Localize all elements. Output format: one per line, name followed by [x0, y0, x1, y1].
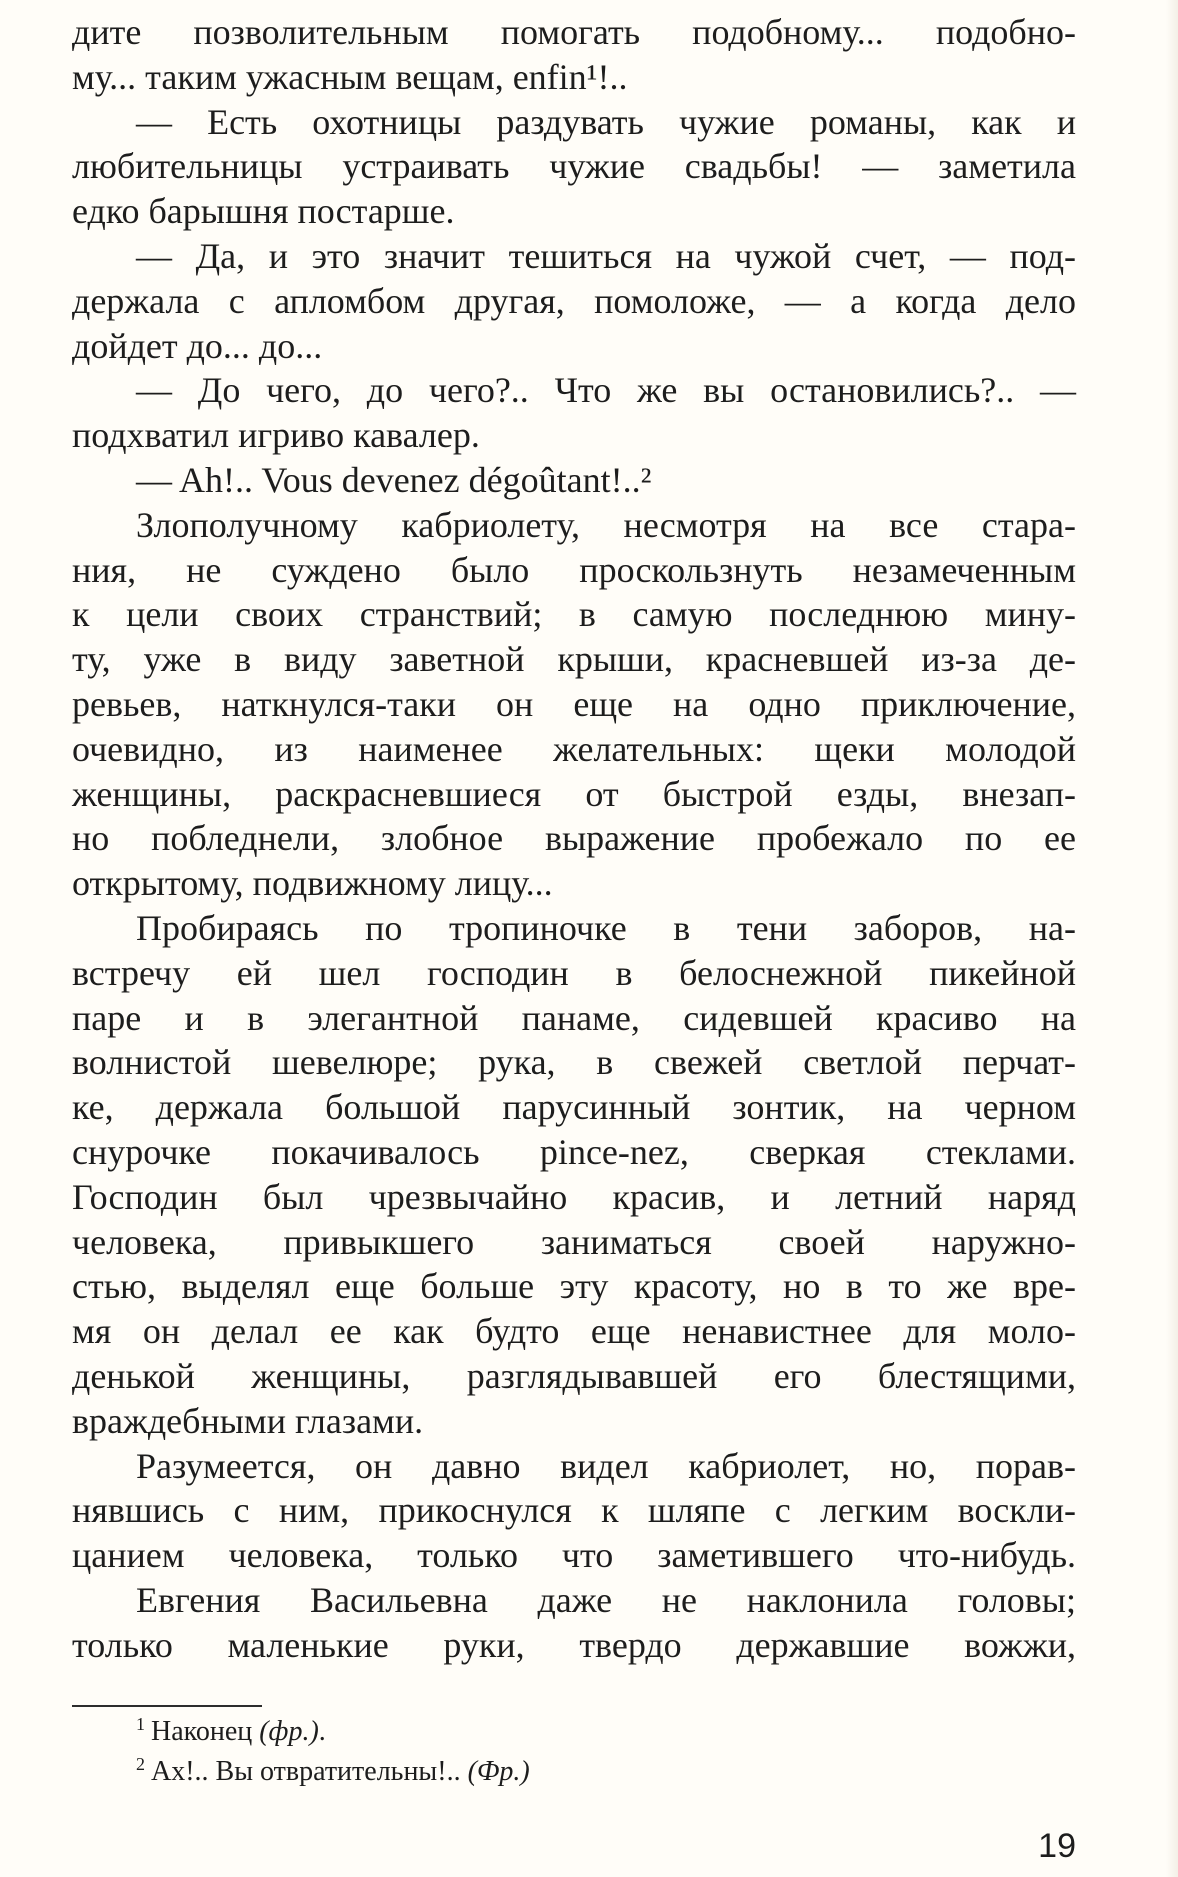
footnote-1: [136, 1712, 836, 1752]
text-line: ревьев, наткнулся-таки он еще на одно приключение,: [72, 683, 1076, 724]
text-line: враждебными глазами.: [72, 1400, 424, 1441]
text-line: очевидно, из наименее желательных: щеки молодой: [72, 728, 1076, 769]
footnote-number: 1: [136, 1714, 145, 1734]
text-line: едко барышня постарше.: [72, 191, 455, 232]
text-line: Евгения Васильевна даже не наклонила головы;: [136, 1579, 1076, 1620]
text-line: — Есть охотницы раздувать чужие романы, как и: [136, 101, 1076, 142]
footnote-text: Ах!.. Вы отвратительны!..: [151, 1756, 468, 1787]
text-line: женщины, раскрасневшиеся от быстрой езды, внезап-: [72, 773, 1076, 814]
footnote-divider: [72, 1705, 262, 1707]
text-line: ту, уже в виду заветной крыши, красневшей из-за де-: [72, 639, 1076, 680]
footnote-end: .: [318, 1716, 326, 1747]
text-line: только маленькие руки, твердо державшие вожжи,: [72, 1624, 1076, 1665]
text-line: Разумеется, он давно видел кабриолет, но, порав-: [136, 1445, 1076, 1486]
text-line: дойдет до... до...: [72, 325, 323, 366]
text-line: дите позволительным помогать подобному... подобно-: [72, 12, 1076, 52]
page-number: 19: [1038, 1827, 1076, 1865]
text-line: денькой женщины, разглядывавшей его блестящими,: [72, 1355, 1076, 1396]
text-line: стью, выделял еще больше эту красоту, но в то же вре-: [72, 1266, 1076, 1307]
text-line: подхватил игриво кавалер.: [72, 415, 480, 456]
text-line: мя он делал ее как будто еще ненавистнее для моло-: [72, 1311, 1076, 1352]
text-line: ке, держала большой парусинный зонтик, на черном: [72, 1087, 1076, 1128]
text-line: волнистой шевелюре; рука, в свежей светлой перчат-: [72, 1042, 1076, 1083]
text-line: снурочке покачивалось pince-nez, сверкая стеклами.: [72, 1131, 1076, 1172]
text-line: Господин был чрезвычайно красив, и летний наряд: [72, 1176, 1076, 1217]
text-line: человека, привыкшего заниматься своей наружно-: [72, 1221, 1076, 1262]
text-line: держала с апломбом другая, помоложе, — а когда дело: [72, 280, 1076, 321]
footnote-text: Наконец: [151, 1716, 260, 1747]
footnotes: [136, 1712, 836, 1792]
text-line: цанием человека, только что заметившего что-нибудь.: [72, 1535, 1076, 1576]
text-line: ния, не суждено было проскользнуть незамеченным: [72, 549, 1076, 590]
footnote-language-note: (Фр.): [467, 1756, 530, 1787]
footnote-language-note: (фр.): [259, 1716, 319, 1747]
text-line: — До чего, до чего?.. Что же вы остановились?.. —: [136, 370, 1076, 411]
text-line: но побледнели, злобное выражение пробежало по ее: [72, 818, 1076, 859]
text-line: встречу ей шел господин в белоснежной пикейной: [72, 952, 1076, 993]
footnote-number: 2: [136, 1754, 145, 1774]
text-line: к цели своих странствий; в самую последнюю мину-: [72, 594, 1076, 635]
body-text: [72, 10, 1076, 1667]
text-line: открытому, подвижному лицу...: [72, 863, 553, 904]
page-edge-shadow: [1166, 0, 1178, 1877]
text-line: — Да, и это значит тешиться на чужой счет, — под-: [136, 235, 1076, 276]
text-line: му... таким ужасным вещам, enfin¹!..: [72, 56, 628, 97]
text-line: — Ah!.. Vous devenez dégoûtant!..²: [136, 459, 652, 500]
footnote-2: [136, 1752, 836, 1792]
text-line: Злополучному кабриолету, несмотря на все стара-: [136, 504, 1076, 545]
text-line: любительницы устраивать чужие свадьбы! — заметила: [72, 146, 1076, 187]
text-line: Пробираясь по тропиночке в тени заборов, на-: [136, 907, 1076, 948]
text-line: паре и в элегантной панаме, сидевшей красиво на: [72, 997, 1076, 1038]
text-line: нявшись с ним, прикоснулся к шляпе с легким воскли-: [72, 1490, 1076, 1531]
